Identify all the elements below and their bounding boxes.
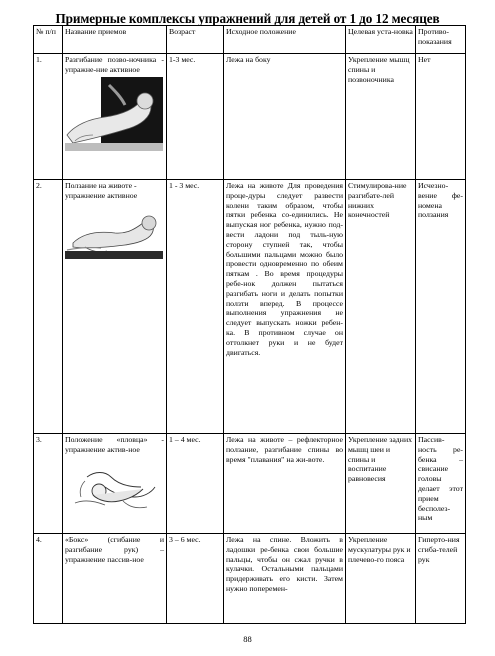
header-position: Исходное положение (224, 26, 346, 54)
row-age: 1-3 мес. (167, 54, 224, 180)
row-name (63, 434, 167, 534)
row-position: Лежа на животе Для проведения проце-дуры следует развести колени таким образом, чтобы пятки ребенка со-единились. Не выпуская ног ребенка, нужно под-вести ладони под тыль-ную сторону ступней так, чтобы большими пальцами можно было провести одновременно по обеим пяткам . Во время процедуры ребе-нок должен пытаться разгибать ноги и делать попытки ползти вперед. В процессе выполнения упражнения не следует выпускать ножки ребен-ка. В противном случае он оттолкнет руки и не будет двигаться. (224, 180, 346, 434)
header-age: Возраст (167, 26, 224, 54)
row-age: 3 – 6 мес. (167, 534, 224, 624)
page-title: Примерные комплексы упражнений для детей от 1 до 12 месяцев (55, 11, 440, 26)
row-name-text: Разгибание позво-ночника - упражне-ние активное (65, 55, 164, 74)
row-name (63, 534, 167, 624)
header-contra: Противо-показания (416, 26, 466, 54)
row-num: 2. (34, 180, 63, 434)
baby-spine-extension-illustration (65, 77, 163, 151)
page-number: 88 (243, 634, 252, 644)
row-name-text: Ползание на животе - упражнение активное (65, 181, 138, 200)
exercise-table (33, 25, 466, 624)
row-name-text: Положение «пловца» - упражнение актив-ное (65, 435, 164, 454)
swimmer-position-illustration (65, 457, 163, 515)
header-num: № п/п (34, 26, 63, 54)
row-contra: Гиперто-ния сгиба-телей рук (416, 534, 466, 624)
row-goal: Укрепление мышц спины и позвоночника (346, 54, 416, 180)
row-num: 1. (34, 54, 63, 180)
table-row (34, 180, 466, 434)
header-name: Название приемов (63, 26, 167, 54)
row-contra: Пассив-ность ре-бенка – свисание головы делает этот прием бесполез-ным (416, 434, 466, 534)
table-row (34, 54, 466, 180)
table-header-row (34, 26, 466, 54)
row-position: Лежа на животе – рефлекторное ползание, разгибание спины во время "плавания" на жи-воте. (224, 434, 346, 534)
row-goal: Укрепление задних мышц шеи и спины и воспитание равновесия (346, 434, 416, 534)
row-goal: Стимулирова-ние разгибате-лей нижних конечностей (346, 180, 416, 434)
row-contra: Нет (416, 54, 466, 180)
row-num: 3. (34, 434, 63, 534)
row-contra: Исчезно-вение фе-номена ползания (416, 180, 466, 434)
row-position: Лежа на спине. Вложить в ладошки ре-бенка свои большие пальцы, чтобы он сжал ручки в кулачки. Остальными пальцами придерживать его кисти. Затем нужно поперемен- (224, 534, 346, 624)
row-position: Лежа на боку (224, 54, 346, 180)
table-row (34, 534, 466, 624)
row-goal: Укрепление мускулатуры рук и плечево-го пояса (346, 534, 416, 624)
row-num: 4. (34, 534, 63, 624)
row-name-text: «Бокс» (сгибание и разгибание рук) – упражнение пассив-ное (65, 535, 164, 564)
table-row (34, 434, 466, 534)
row-name (63, 54, 167, 180)
header-goal: Целевая уста-новка (346, 26, 416, 54)
row-name (63, 180, 167, 434)
baby-crawling-illustration (65, 203, 163, 259)
row-age: 1 - 3 мес. (167, 180, 224, 434)
row-age: 1 – 4 мес. (167, 434, 224, 534)
